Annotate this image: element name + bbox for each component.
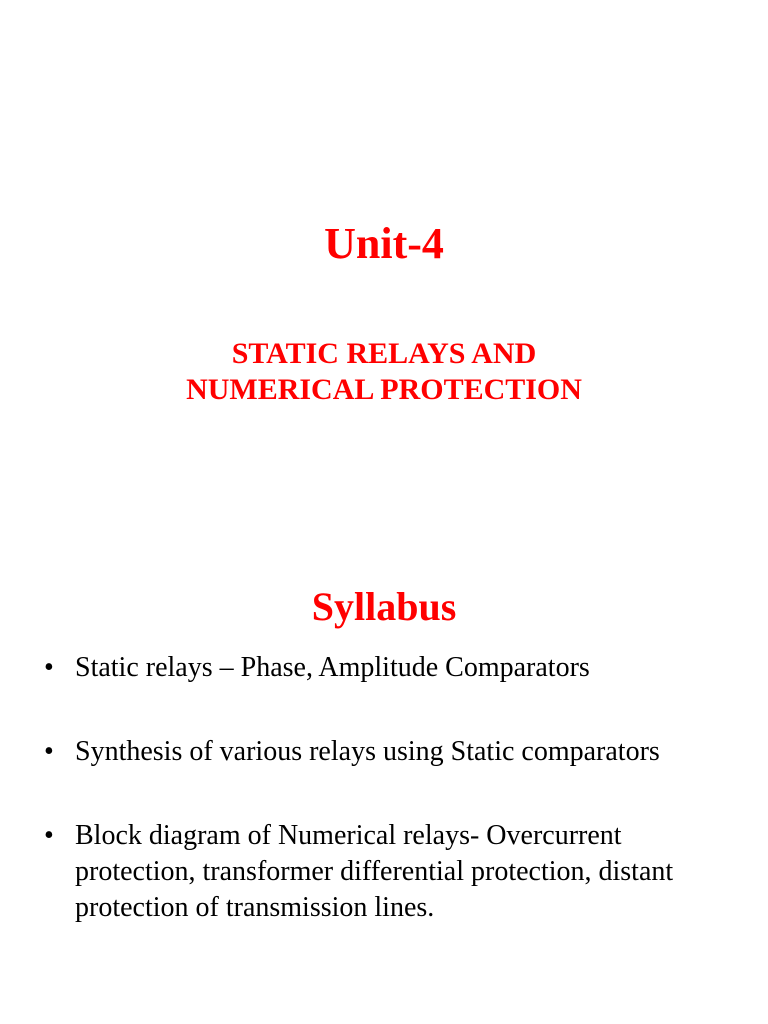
syllabus-slide xyxy=(0,512,768,1024)
list-item xyxy=(44,818,734,926)
unit-title: Unit-4 xyxy=(324,219,444,268)
syllabus-title: Syllabus xyxy=(311,584,457,629)
unit-subtitle-line-2: NUMERICAL PROTECTION xyxy=(186,373,582,406)
unit-subtitle-line-1: STATIC RELAYS AND xyxy=(231,337,537,370)
list-item-text: Static relays – Phase, Amplitude Comparators xyxy=(75,652,590,683)
list-item-text: Block diagram of Numerical relays- Overcurrent protection, transformer differential protection, distant protection of transmission lines. xyxy=(75,820,674,923)
list-item-text: Synthesis of various relays using Static comparators xyxy=(75,736,660,767)
bullet-icon: • xyxy=(44,736,54,767)
bullet-icon: • xyxy=(44,820,54,851)
syllabus-list xyxy=(44,650,734,926)
list-item xyxy=(44,650,734,686)
unit-subtitle xyxy=(0,336,768,408)
list-item xyxy=(44,734,734,770)
bullet-icon: • xyxy=(44,652,54,683)
